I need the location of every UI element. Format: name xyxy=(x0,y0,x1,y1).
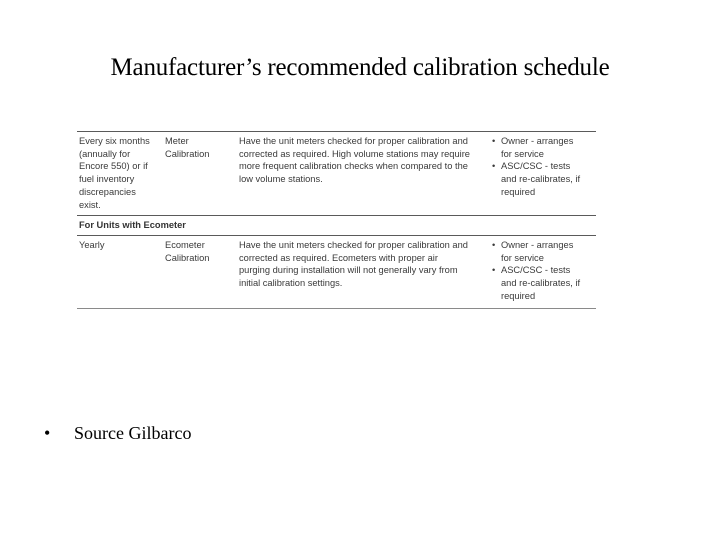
source-text: Source Gilbarco xyxy=(74,423,192,443)
cell-line: Have the unit meters checked for proper calibration and xyxy=(239,239,468,250)
calibration-schedule-table xyxy=(77,131,596,309)
slide-title: Manufacturer’s recommended calibration schedule xyxy=(110,54,610,81)
frequency-cell xyxy=(77,239,165,303)
cell-line: purging during installation will not generally vary from xyxy=(239,265,458,276)
cell-line: Yearly xyxy=(79,239,105,250)
cell-line: discrepancies xyxy=(79,186,136,197)
section-heading: For Units with Ecometer xyxy=(79,220,186,231)
table-row xyxy=(77,236,596,303)
bullet-symbol: • xyxy=(44,423,51,443)
cell-line: Ecometer xyxy=(165,239,205,250)
cell-line: fuel inventory xyxy=(79,174,135,185)
item-cell xyxy=(165,239,239,303)
frequency-cell xyxy=(77,135,165,211)
cell-line: Calibration xyxy=(165,252,210,263)
cell-line: corrected as required. High volume stations may require xyxy=(239,148,470,159)
cell-line: Calibration xyxy=(165,148,210,159)
table-row xyxy=(77,132,596,211)
source-bullet xyxy=(44,423,191,444)
cell-line: more frequent calibration checks when compared to the xyxy=(239,161,468,172)
cell-line: initial calibration settings. xyxy=(239,278,343,289)
cell-line: exist. xyxy=(79,199,101,210)
table-bottom-rule xyxy=(77,308,596,309)
cell-line: Encore 550) or if xyxy=(79,161,148,172)
responsibility-bullet: • ASC/CSC - tests and re-calibrates, if required xyxy=(492,160,596,198)
description-cell xyxy=(239,135,492,211)
cell-line: Meter xyxy=(165,136,189,146)
item-cell xyxy=(165,135,239,211)
responsibility-bullet: • ASC/CSC - tests and re-calibrates, if required xyxy=(492,264,596,302)
cell-line: (annually for xyxy=(79,148,131,159)
responsibility-bullet: • Owner - arranges for service xyxy=(492,135,596,160)
responsibility-cell xyxy=(492,239,596,303)
responsibility-bullet: • Owner - arranges for service xyxy=(492,239,596,264)
cell-line: Every six months xyxy=(79,136,150,146)
cell-line: low volume stations. xyxy=(239,174,323,185)
cell-line: corrected as required. Ecometers with proper air xyxy=(239,252,438,263)
responsibility-cell xyxy=(492,135,596,211)
cell-line: Have the unit meters checked for proper calibration and xyxy=(239,136,468,146)
description-cell xyxy=(239,239,492,303)
